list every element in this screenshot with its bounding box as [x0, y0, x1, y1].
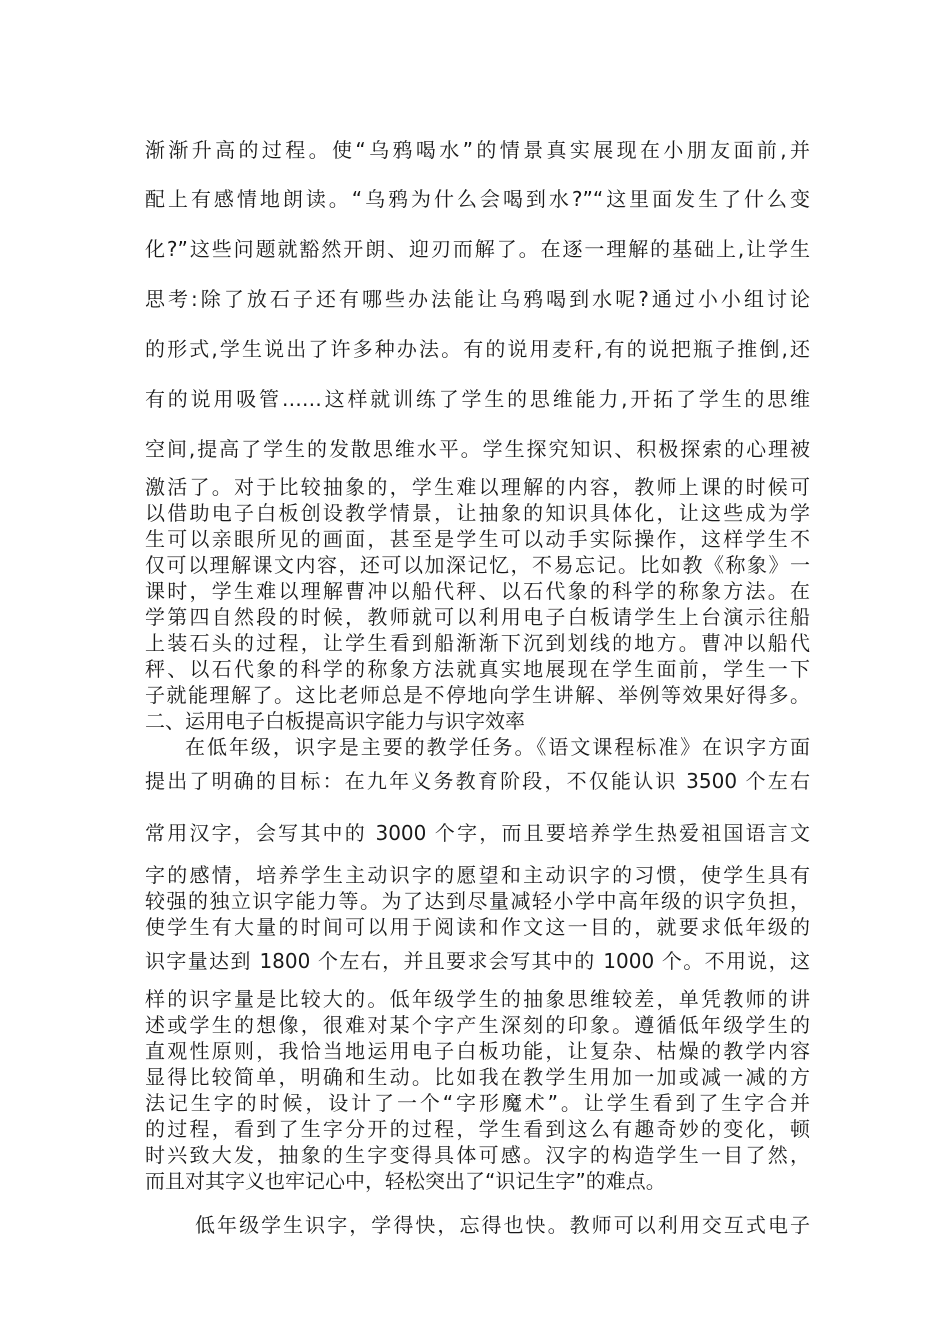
- text-line: 较强的独立识字能力等。为了达到尽量减轻小学中高年级的识字负担，: [145, 889, 810, 913]
- text-line: 使学生有大量的时间可以用于阅读和作文这一目的，就要求低年级的: [145, 915, 810, 939]
- paragraph-first-line: 在低年级，识字是主要的教学任务。《语文课程标准》在识字方面: [185, 735, 810, 759]
- text-line: 子就能理解了。这比老师总是不停地向学生讲解、举例等效果好得多。: [145, 683, 810, 707]
- text-line: 生可以亲眼所见的画面，甚至是学生可以动手实际操作，这样学生不: [145, 527, 810, 551]
- text-line: 而且对其字义也牢记心中，轻松突出了“识记生字”的难点。: [145, 1169, 666, 1193]
- text-line: 常用汉字，会写其中的 3000 个字，而且要培养学生热爱祖国语言文: [145, 821, 810, 845]
- text-line: 渐渐升高的过程。使“乌鸦喝水”的情景真实展现在小朋友面前,并: [145, 138, 810, 162]
- text-line: 仅可以理解课文内容，还可以加深记忆，不易忘记。比如教《称象》一: [145, 553, 810, 577]
- text-line: 提出了明确的目标：在九年义务教育阶段，不仅能认识 3500 个左右: [145, 769, 810, 793]
- text-line: 直观性原则，我恰当地运用电子白板功能，让复杂、枯燥的教学内容: [145, 1039, 810, 1063]
- text-line: 以借助电子白板创设教学情景，让抽象的知识具体化，让这些成为学: [145, 501, 810, 525]
- text-line: 化?”这些问题就豁然开朗、迎刃而解了。在逐一理解的基础上,让学生: [145, 237, 810, 261]
- text-line: 激活了。对于比较抽象的，学生难以理解的内容，教师上课的时候可: [145, 475, 810, 499]
- text-line: 述或学生的想像，很难对某个字产生深刻的印象。遵循低年级学生的: [145, 1013, 810, 1037]
- text-line: 有的说用吸管……这样就训练了学生的思维能力,开拓了学生的思维: [145, 387, 810, 411]
- text-line: 配上有感情地朗读。“乌鸦为什么会喝到水?”“这里面发生了什么变: [145, 187, 810, 211]
- text-line: 课时，学生难以理解曹冲以船代秤、以石代象的科学的称象方法。在: [145, 579, 810, 603]
- text-line: 的形式,学生说出了许多种办法。有的说用麦秆,有的说把瓶子推倒,还: [145, 337, 810, 361]
- text-line: 上装石头的过程，让学生看到船渐渐下沉到划线的地方。曹冲以船代: [145, 631, 810, 655]
- text-line: 思考:除了放石子还有哪些办法能让乌鸦喝到水呢?通过小小组讨论: [145, 287, 810, 311]
- text-line: 样的识字量是比较大的。低年级学生的抽象思维较差，单凭教师的讲: [145, 987, 810, 1011]
- paragraph-first-line: 低年级学生识字，学得快，忘得也快。教师可以利用交互式电子: [195, 1213, 810, 1237]
- text-line: 时兴致大发，抽象的生字变得具体可感。汉字的构造学生一目了然，: [145, 1143, 810, 1167]
- text-line: 学第四自然段的时候，教师就可以利用电子白板请学生上台演示往船: [145, 605, 810, 629]
- text-line: 的过程，看到了生字分开的过程，学生看到这么有趣奇妙的变化，顿: [145, 1117, 810, 1141]
- text-line: 识字量达到 1800 个左右，并且要求会写其中的 1000 个。不用说，这: [145, 949, 810, 973]
- text-line: 法记生字的时候，设计了一个“字形魔术”。让学生看到了生字合并: [145, 1091, 810, 1115]
- text-line: 字的感情，培养学生主动识字的愿望和主动识字的习惯，使学生具有: [145, 863, 810, 887]
- text-line: 显得比较简单，明确和生动。比如我在教学生用加一加或减一减的方: [145, 1065, 810, 1089]
- text-line: 空间,提高了学生的发散思维水平。学生探究知识、积极探索的心理被: [145, 437, 810, 461]
- section-heading: 二、运用电子白板提高识字能力与识字效率: [145, 709, 525, 733]
- text-line: 秤、以石代象的科学的称象方法就真实地展现在学生面前，学生一下: [145, 657, 810, 681]
